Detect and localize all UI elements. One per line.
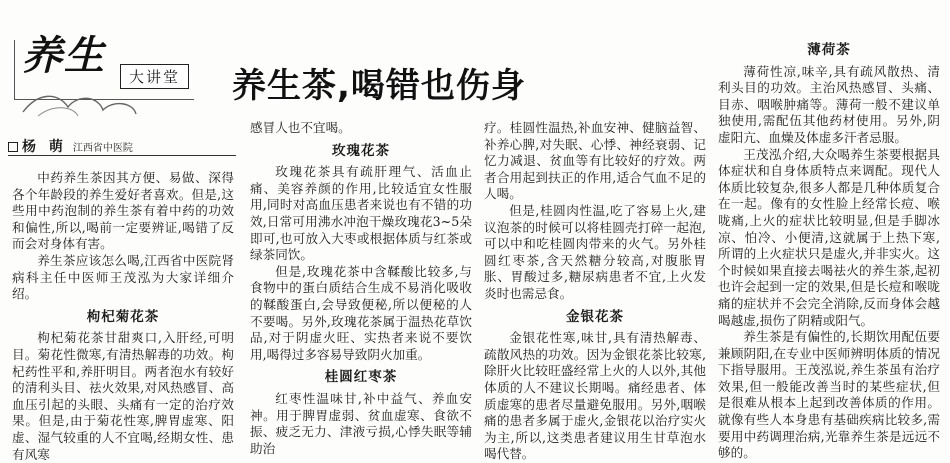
article-column-1: [12, 170, 234, 462]
column-logo: [8, 10, 208, 110]
paragraph: 枸杞菊花茶甘甜爽口,入肝经,可明目。菊花性微寒,有清热解毒的功效。枸杞药性平和,养肝明目。两者泡水有较好的清利头目、祛火效果,对风热感冒、高血压引起的头眼、头痛有一定的治疗效果。但是,由于菊花性寒,脾胃虚寒、阳虚、湿气较重的人不宜喝,经期女性、患有风寒: [12, 330, 234, 462]
paragraph: 感冒人也不宜喝。: [250, 120, 351, 135]
byline-square-icon: [8, 142, 18, 152]
column-title-small: 大讲堂: [120, 64, 189, 89]
paragraph: 养生茶是有偏性的,长期饮用配伍要兼顾阴阳,在专业中医师辨明体质的情况下指导服用。王茂泓说,养生茶虽有治疗效果,但一般能改善当时的某些症状,但是很难从根本上起到改善体质的作用。就像有些人本身患有基础疾病比较多,需要用中药调理治病,光靠养生茶是远远不够的。: [718, 329, 940, 461]
section-heading-goji-chrysanthemum: 枸杞菊花茶: [86, 308, 160, 325]
section-heading-longan-jujube: 桂圆红枣茶: [324, 369, 398, 386]
article-column-3: [484, 120, 706, 462]
paragraph: 但是,玫瑰花茶中含鞣酸比较多,与食物中的蛋白质结合生成不易消化吸收的鞣酸蛋白,会导致便秘,所以便秘的人不要喝。另外,玫瑰花茶属于温热花草饮品,对于阴虚火旺、实热者来说不要饮用,喝得过多容易导致阴火加重。: [250, 263, 472, 362]
headline: 养生茶,喝错也伤身: [232, 66, 526, 106]
author-name: 杨 萌: [22, 139, 67, 155]
paragraph: 中药养生茶因其方便、易做、深得各个年龄段的养生爱好者喜欢。但是,这些用中药泡制的养生茶有着中药的功效和偏性,所以,喝前一定要辨证,喝错了反而会对身体有害。: [12, 170, 234, 252]
article-column-2: [250, 120, 472, 456]
author-affiliation: 江西省中医院: [72, 143, 133, 154]
paragraph: 金银花性寒,味甘,具有清热解毒、疏散风热的功效。因为金银花茶比较寒,除肝火比较旺盛经常上火的人以外,其他体质的人不建议长期喝。痛经患者、体质虚寒的患者尽量避免服用。另外,咽喉痛的患者多属于虚火,金银花以治疗实火为主,所以,这类患者建议用生甘草泡水喝代替。: [484, 330, 706, 462]
column-title-big: 养生: [22, 32, 106, 79]
paragraph: 玫瑰花茶具有疏肝理气、活血止痛、美容养颜的作用,比较适宜女性服用,同时对高血压患者来说也有不错的功效,日常可用沸水冲泡干燥玫瑰花3~5朵即可,也可放入大枣或根据体质与红茶或绿茶同饮。: [250, 164, 472, 263]
paragraph: 但是,桂圆肉性温,吃了容易上火,建议泡茶的时候可以将桂圆壳打碎一起泡,可以中和吃桂圆肉带来的火气。另外桂圆红枣茶,含天然糖分较高,对腹胀胃胀、胃酸过多,糖尿病患者不宜,上火发炎时也需忌食。: [484, 202, 706, 301]
paragraph: 王茂泓介绍,大众喝养生茶要根据具体症状和自身体质特点来调配。现代人体质比较复杂,很多人都是几种体质复合在一起。像有的女性脸上经常长痘、喉咙痛,上火的症状比较明显,但是手脚冰凉、怕冷、小便清,这就属于上热下寒,所谓的上火症状只是虚火,并非实火。这个时候如果直接去喝祛火的养生茶,起初也许会起到一定的效果,但是长痘和喉咙痛的症状并不会完全消除,反而身体会越喝越虚,损伤了阴精或阳气。: [718, 146, 940, 328]
byline: [8, 136, 236, 156]
paragraph: 疗。桂圆性温热,补血安神、健脑益智、补养心脾,对失眠、心悸、神经衰弱、记忆力减退、贫血等有比较好的疗效。两者合用起到扶正的作用,适合气血不足的人喝。: [484, 120, 706, 202]
section-heading-honeysuckle: 金银花茶: [566, 308, 624, 325]
paragraph: 薄荷性凉,味辛,具有疏风散热、清利头目的功效。主治风热感冒、头痛、目赤、咽喉肿痛等。薄荷一般不建议单独使用,需配伍其他药材使用。另外,阴虚阳亢、血燥及体虚多汗者忌服。: [718, 63, 940, 145]
article-column-4: [718, 36, 940, 461]
section-heading-mint: 薄荷茶: [807, 42, 851, 58]
paragraph: 红枣性温味甘,补中益气、养血安神。用于脾胃虚弱、贫血虚寒、食欲不振、疲乏无力、津液亏损,心悸失眠等辅助治: [250, 390, 472, 456]
byline-divider: [8, 155, 236, 156]
section-heading-rose: 玫瑰花茶: [332, 142, 390, 159]
paragraph: 养生茶应该怎么喝,江西省中医院肾病科主任中医师王茂泓为大家详细介绍。: [12, 252, 234, 302]
